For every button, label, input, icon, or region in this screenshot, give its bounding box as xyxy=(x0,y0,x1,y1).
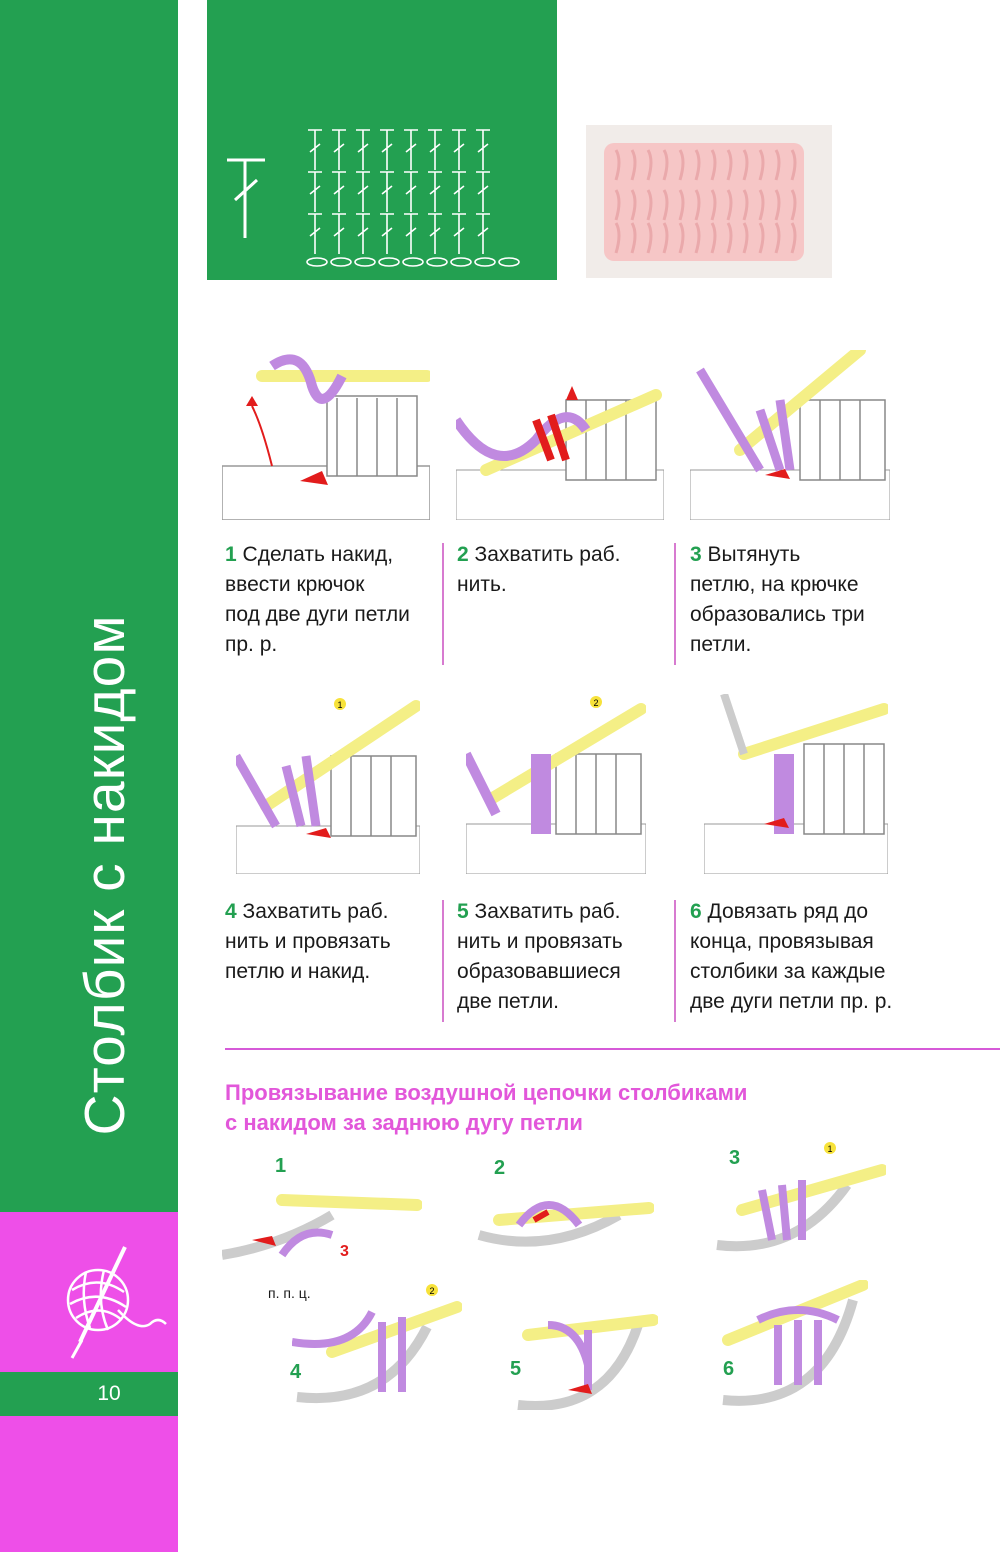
chain-symbol xyxy=(355,258,375,266)
chain-symbol xyxy=(307,258,327,266)
section-2-title: Провязывание воздушной цепочки столбиками с накидом за заднюю дугу петли xyxy=(225,1080,748,1135)
step-6-caption: 6 Довязать ряд до конца, провязывая столбики за каждые две дуги петли пр. р. xyxy=(690,900,893,1013)
symbol-chart-box xyxy=(207,0,557,280)
stitch-symbol xyxy=(332,214,346,254)
stitch-symbol xyxy=(380,130,394,170)
chain-step-3-illustration xyxy=(712,1140,886,1260)
chain-symbol xyxy=(451,258,471,266)
chain-step-2-number: 2 xyxy=(494,1157,506,1179)
step-5-illustration xyxy=(466,694,646,874)
divider xyxy=(442,900,444,1022)
chain-step-2-illustration xyxy=(474,1180,654,1260)
stitch-symbol xyxy=(332,130,346,170)
step-2-illustration xyxy=(456,370,664,520)
chain-symbol xyxy=(331,258,351,266)
step-6-illustration xyxy=(704,694,888,874)
stitch-symbol xyxy=(452,130,466,170)
chain-symbol xyxy=(427,258,447,266)
step-4-caption: 4 Захватить раб. нить и провязать петлю и накид. xyxy=(225,900,391,983)
svg-text:1: 1 xyxy=(337,700,343,710)
sidebar-pink-band xyxy=(0,1212,178,1372)
chain-step-5-number: 5 xyxy=(510,1358,522,1380)
stitch-symbol xyxy=(428,214,442,254)
chain-step-6-number: 6 xyxy=(723,1358,735,1380)
chain-step-4-number: 4 xyxy=(290,1361,302,1383)
svg-text:2: 2 xyxy=(429,1286,435,1296)
sidebar-pink-band-bottom xyxy=(0,1416,178,1552)
chain-step-3-number: 3 xyxy=(729,1147,741,1169)
step-1-caption: 1 Сделать накид, ввести крючок под две дуги петли пр. р. xyxy=(225,543,410,656)
divider xyxy=(442,543,444,665)
stitch-symbol xyxy=(452,214,466,254)
svg-text:3: 3 xyxy=(340,1243,349,1260)
page-number: 10 xyxy=(97,1382,121,1405)
step-5-caption: 5 Захватить раб. нить и провязать образовавшиеся две петли. xyxy=(457,900,623,1013)
step-4-illustration xyxy=(236,696,420,874)
stitch-symbol xyxy=(308,214,322,254)
stitch-symbol xyxy=(332,172,346,212)
chain-symbol xyxy=(379,258,399,266)
divider xyxy=(674,900,676,1022)
stitch-symbol xyxy=(476,214,490,254)
svg-text:2: 2 xyxy=(593,698,599,708)
stitch-symbol xyxy=(308,130,322,170)
chain-step-1-number: 1 xyxy=(275,1155,287,1177)
crochet-symbol-diagram xyxy=(207,0,557,280)
stitch-symbol xyxy=(404,130,418,170)
knitted-swatch-photo xyxy=(586,125,832,278)
sidebar-title: Столбик с накидом xyxy=(73,614,137,1136)
chain-step-5-illustration xyxy=(508,1310,658,1410)
step-3-illustration xyxy=(690,350,890,520)
stitch-symbol xyxy=(380,172,394,212)
stitch-symbol xyxy=(428,130,442,170)
stitch-symbol xyxy=(476,172,490,212)
svg-text:1: 1 xyxy=(827,1144,833,1154)
chain-step-4-illustration xyxy=(292,1282,462,1412)
stitch-symbol xyxy=(404,172,418,212)
section-divider xyxy=(225,1048,1000,1050)
chain-step-1-illustration xyxy=(222,1160,422,1270)
step-1-illustration xyxy=(222,336,430,520)
chain-symbol xyxy=(499,258,519,266)
stitch-symbol xyxy=(356,130,370,170)
chain-step-6-illustration xyxy=(718,1280,868,1410)
stitch-symbol xyxy=(356,214,370,254)
step-3-caption: 3 Вытянуть петлю, на крючке образовались три петли. xyxy=(690,543,865,656)
stitch-symbol xyxy=(356,172,370,212)
chain-symbol xyxy=(475,258,495,266)
step-2-caption: 2 Захватить раб. нить. xyxy=(457,543,621,596)
yarn-ball-hook-icon xyxy=(0,1212,178,1372)
stitch-symbol xyxy=(308,172,322,212)
stitch-symbol xyxy=(452,172,466,212)
stitch-symbol xyxy=(404,214,418,254)
divider xyxy=(674,543,676,665)
stitch-symbol xyxy=(428,172,442,212)
chain-label: п. п. ц. xyxy=(268,1285,311,1301)
stitch-symbol xyxy=(380,214,394,254)
stitch-symbol xyxy=(476,130,490,170)
chain-symbol xyxy=(403,258,423,266)
